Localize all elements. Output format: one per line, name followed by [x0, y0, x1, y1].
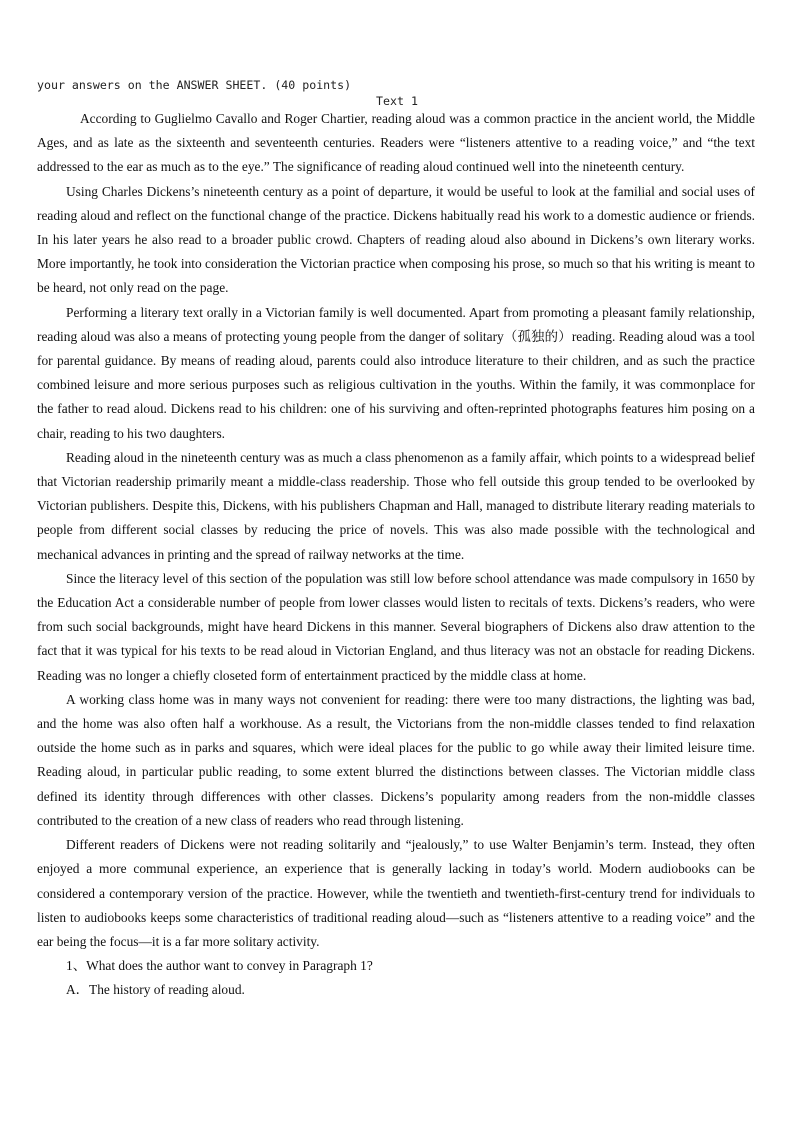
paragraph-2: Using Charles Dickens’s nineteenth century as a point of departure, it would be useful to look at the familial and social uses of reading aloud and reflect on the functional change of the practice. Dickens habitually read his work to a domestic audience or friends. In his later years he also read to a broader public crowd. Chapters of reading aloud also abound in Dickens’s own literary works. More importantly, he took into consideration the Victorian practice when composing his prose, so much so that his writing is meant to be heard, not only read on the page.	[37, 183, 755, 296]
paragraph-6: A working class home was in many ways not convenient for reading: there were too many distractions, the lighting was bad, and the home was also often half a workhouse. As a result, the Victorians from the non-middle classes tended to find relaxation outside the home such as in parks and squares, which were ideal places for the public to go while away their limited leisure time. Reading aloud, in particular public reading, to some extent blurred the distinctions between classes. The Victorian middle class defined its identity through differences with other classes. Dickens’s popularity among readers from the non-middle classes contributed to the creation of a new class of readers who read through listening.	[37, 691, 755, 828]
section-instruction: your answers on the ANSWER SHEET. (40 points)	[37, 78, 352, 92]
question-1: 1、What does the author want to convey in Paragraph 1?	[66, 958, 373, 974]
paragraph-1: According to Guglielmo Cavallo and Roger Chartier, reading aloud was a common practice in the ancient world, the Middle Ages, and as late as the sixteenth and seventeenth centuries. Readers were “listeners attentive to a reading voice,” and “the text addressed to the ear as much as to the eye.” The significance of reading aloud continued well into the nineteenth century.	[37, 111, 755, 175]
paragraph-4: Reading aloud in the nineteenth century was as much a class phenomenon as a family affair, which points to a widespread belief that Victorian readership primarily meant a middle-class readership. Those who fell outside this group tended to be overlooked by Victorian publishers. Despite this, Dickens, with his publishers Chapman and Hall, managed to distribute literary reading materials to people from different social classes by reducing the price of novels. This was also made possible with the technological and mechanical advances in printing and the spread of railway networks at the time.	[37, 449, 755, 562]
question-1-option-a: A．The history of reading aloud.	[66, 982, 245, 998]
text-title: Text 1	[376, 94, 418, 108]
paragraph-5: Since the literacy level of this section of the population was still low before school attendance was made compulsory in 1650 by the Education Act a considerable number of people from lower classes would listen to recitals of texts. Dickens’s readers, who were from such social backgrounds, might have heard Dickens in this manner. Several biographers of Dickens also draw attention to the fact that it was typical for his texts to be read aloud in Victorian England, and thus literacy was not an obstacle for reading Dickens. Reading was no longer a chiefly closeted form of entertainment practiced by the middle class at home.	[37, 570, 755, 683]
paragraph-3: Performing a literary text orally in a Victorian family is well documented. Apart from promoting a pleasant family relationship, reading aloud was also a means of protecting young people from the danger of solitary（孤独的）reading. Reading aloud was a tool for parental guidance. By means of reading aloud, parents could also introduce literature to their children, and as such the practice combined leisure and more serious purposes such as religious cultivation in the youths. Within the family, it was commonplace for the father to read aloud. Dickens read to his children: one of his surviving and often-reprinted photographs features him posing on a chair, reading to his two daughters.	[37, 304, 755, 441]
paragraph-7: Different readers of Dickens were not reading solitarily and “jealously,” to use Walter Benjamin’s term. Instead, they often enjoyed a more communal experience, an experience that is generally lacking in today’s world. Modern audiobooks can be considered a contemporary version of the practice. However, while the twentieth and twentieth-first-century trend for individuals to listen to audiobooks keeps some characteristics of traditional reading aloud—such as “listeners attentive to a reading voice” and the ear being the focus—it is a far more solitary activity.	[37, 837, 755, 949]
passage-body	[37, 107, 755, 1003]
